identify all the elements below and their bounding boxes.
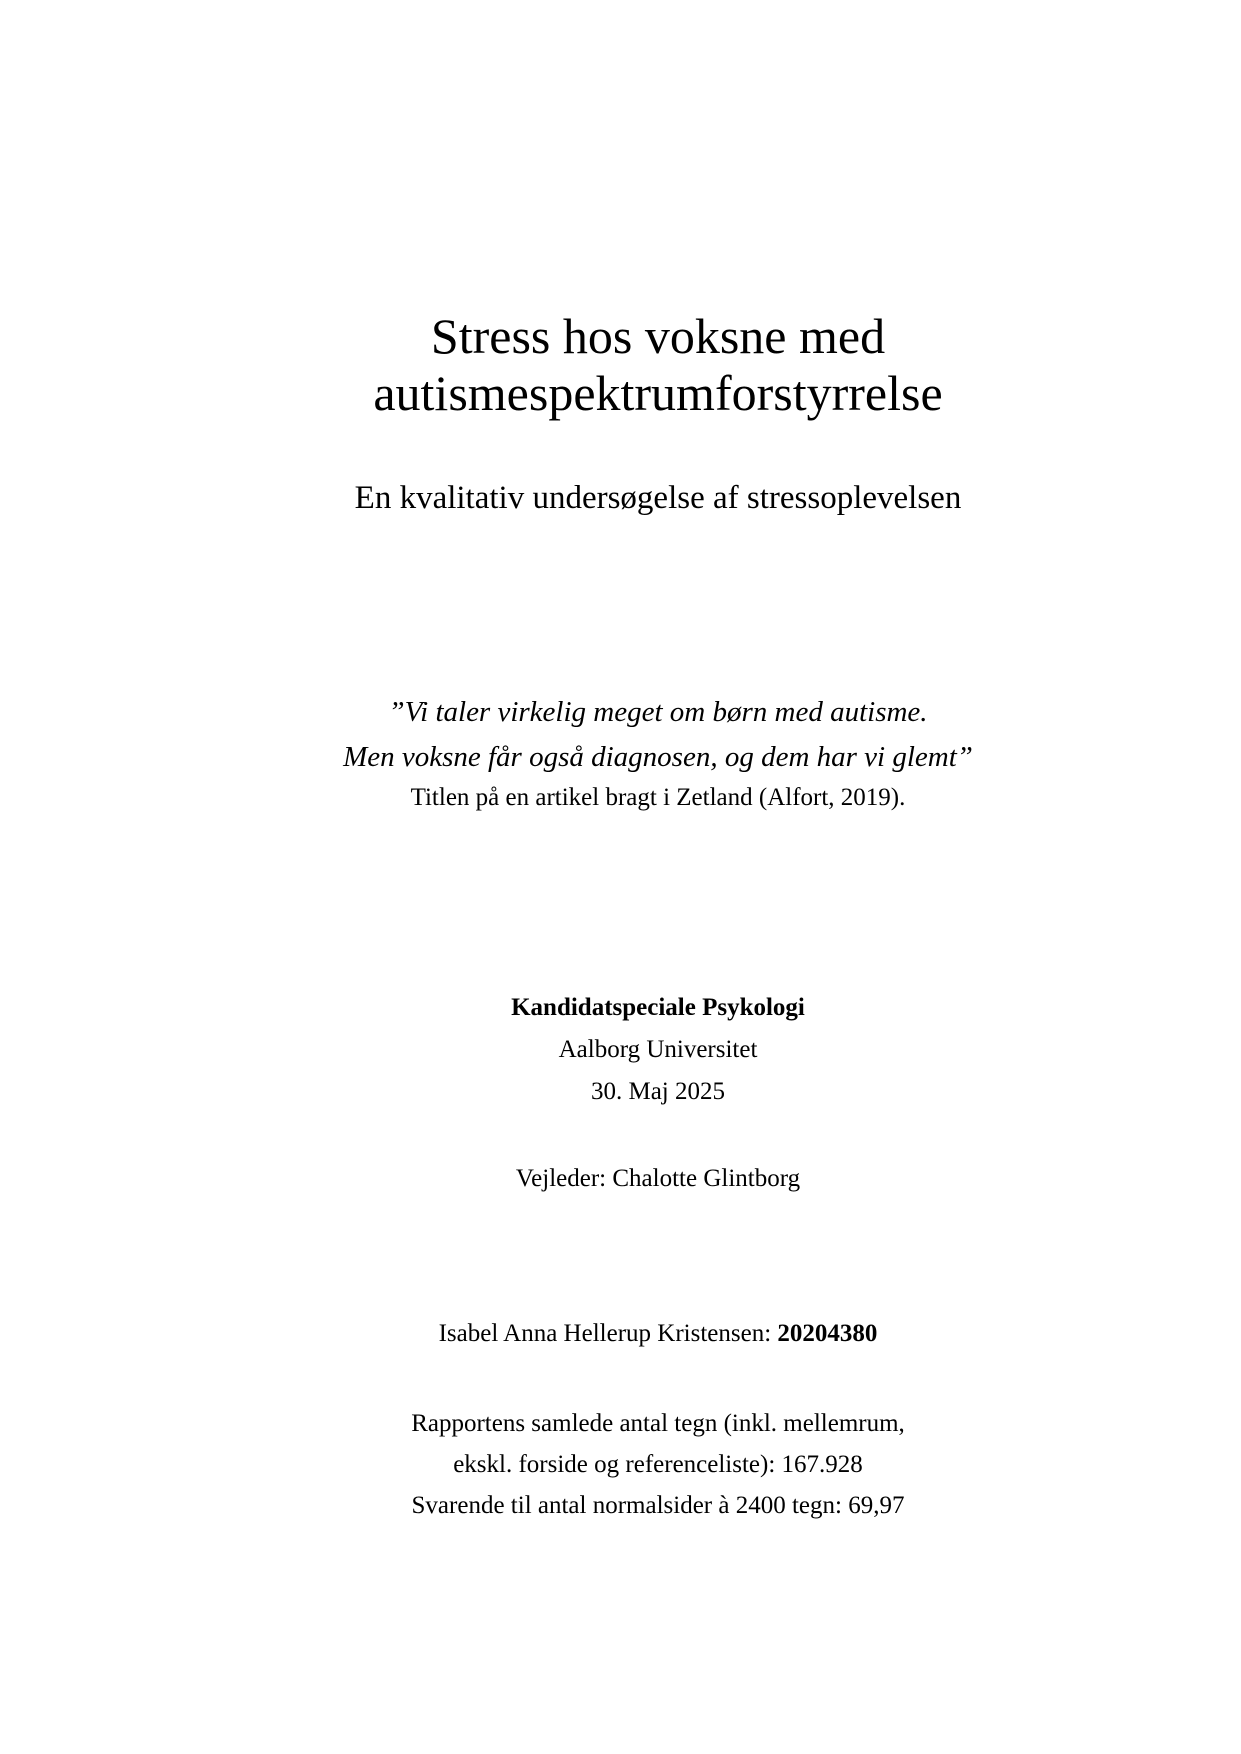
author-name: Isabel Anna Hellerup Kristensen:: [438, 1320, 778, 1347]
submission-date: 30. Maj 2025: [590, 1078, 726, 1105]
quote-attribution: Titlen på en artikel bragt i Zetland (Alfort, 2019).: [410, 784, 906, 811]
page-title: [75, 308, 1241, 422]
character-counts: [75, 1403, 1241, 1526]
title-line-2: autismespektrumforstyrrelse: [373, 365, 943, 421]
page-content: [75, 0, 1241, 1754]
char-count-line-1: Rapportens samlede antal tegn (inkl. mellemrum,: [411, 1410, 905, 1437]
program-name: Kandidatspeciale Psykologi: [511, 994, 805, 1021]
page-subtitle: En kvalitativ undersøgelse af stressoplevelsen: [354, 480, 962, 516]
epigraph-quote: [75, 690, 1241, 780]
thesis-info: [75, 987, 1241, 1113]
university-name: Aalborg Universitet: [558, 1036, 758, 1063]
student-id: 20204380: [777, 1320, 878, 1347]
title-line-1: Stress hos voksne med: [430, 308, 886, 364]
supervisor-line: Vejleder: Chalotte Glintborg: [515, 1165, 801, 1192]
quote-line-1: ”Vi taler virkelig meget om børn med autisme.: [388, 696, 928, 728]
quote-line-2: Men voksne får også diagnosen, og dem har vi glemt”: [343, 741, 973, 773]
char-count-line-2: ekskl. forside og referenceliste): 167.928: [453, 1451, 863, 1478]
author-line: [75, 1313, 1241, 1355]
char-count-line-3: Svarende til antal normalsider à 2400 tegn: 69,97: [411, 1492, 905, 1519]
